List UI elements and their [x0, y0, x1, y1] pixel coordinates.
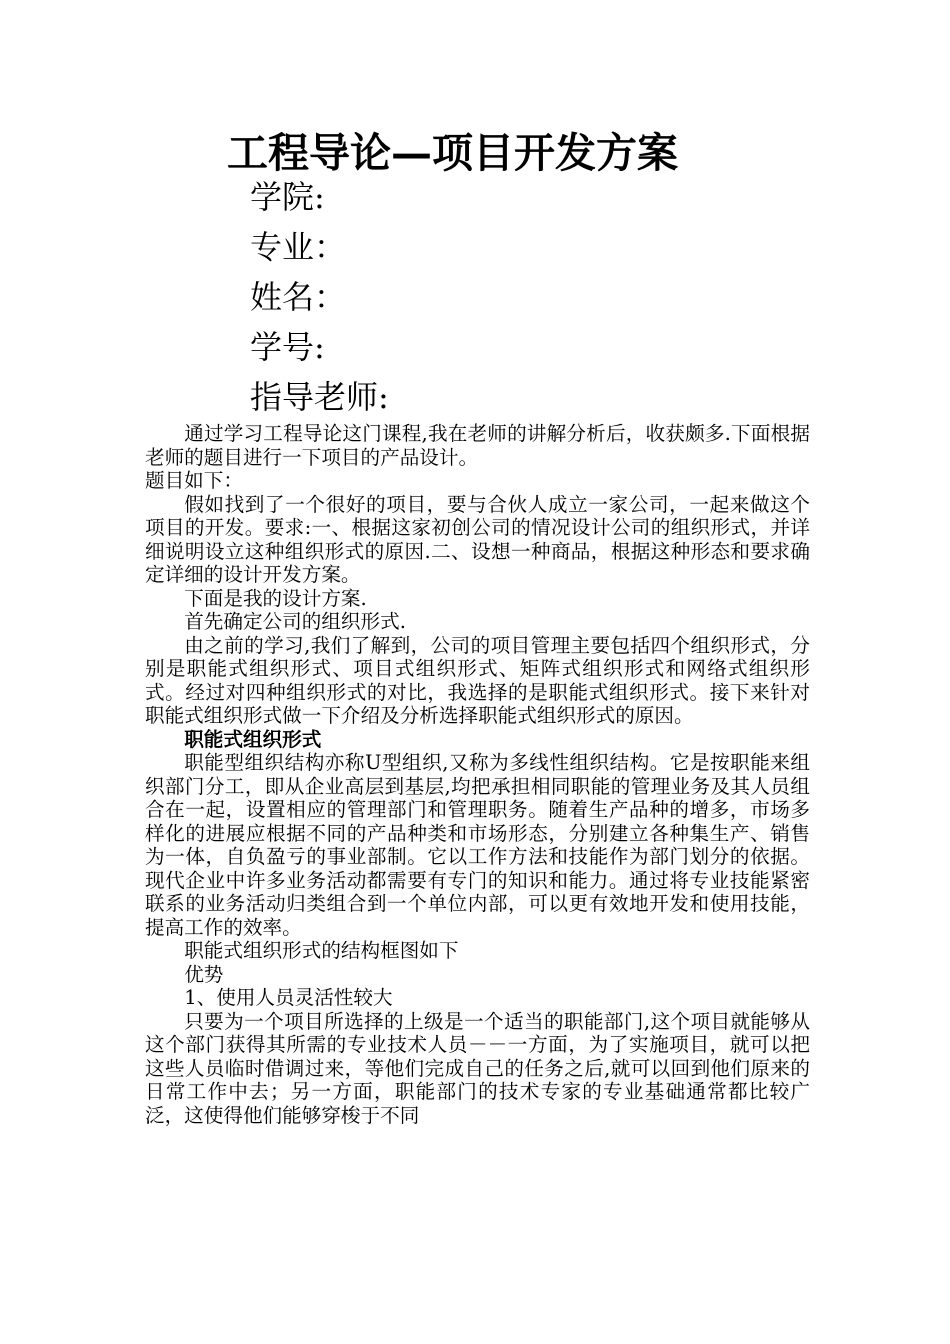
paragraph-diagram-caption: 职能式组织形式的结构框图如下 — [184, 939, 459, 962]
paragraph-topic-heading: 题目如下： — [145, 469, 243, 492]
major-label: 专业： — [250, 228, 347, 266]
paragraph-org-forms: 由之前的学习,我们了解到，公司的项目管理主要包括四个组织形式，分别是职能式组织形式、项目式组织形式、矩阵式组织形式和网络式组织形式。经过对四种组织形式的对比，我选择的是职能式组织形式。接下来针对职能式组织形式做一下介绍及分析选择职能式组织形式的原因。 — [145, 633, 810, 727]
name-label: 姓名： — [250, 278, 347, 316]
advisor-label: 指导老师: — [250, 378, 389, 416]
paragraph-topic: 假如找到了一个很好的项目，要与合伙人成立一家公司，一起来做这个项目的开发。要求:一、根据这家初创公司的情况设计公司的组织形式，并详细说明设立这种组织形式的原因.二、设想一种商品，根据这种形态和要求确定详细的设计开发方案。 — [145, 492, 810, 586]
document-body — [145, 422, 810, 1127]
paragraph-advantage-1-body: 只要为一个项目所选择的上级是一个适当的职能部门,这个项目就能够从这个部门获得其所需的专业技术人员－－一方面，为了实施项目，就可以把这些人员临时借调过来，等他们完成自己的任务之后,就可以回到他们原来的日常工作中去；另一方面，职能部门的技术专家的专业基础通常都比较广泛，这使得他们能够穿梭于不同 — [145, 1009, 810, 1127]
college-label: 学院: — [250, 178, 325, 216]
document-title: 工程导论—项目开发方案 — [227, 129, 678, 177]
paragraph-intro: 通过学习工程导论这门课程,我在老师的讲解分析后，收获颇多.下面根据老师的题目进行一下项目的产品设计。 — [145, 422, 810, 469]
paragraph-advantage-1-heading: 1、使用人员灵活性较大 — [184, 986, 393, 1009]
student-info-block — [250, 172, 650, 422]
paragraph-functional-desc: 职能型组织结构亦称U型组织,又称为多线性组织结构。它是按职能来组织部门分工，即从企业高层到基层,均把承担相同职能的管理业务及其人员组合在一起，设置相应的管理部门和管理职务。随着生产品种的增多，市场多样化的进展应根据不同的产品种类和市场形态，分别建立各种集生产、销售为一体，自负盈亏的事业部制。它以工作方法和技能作为部门划分的依据。现代企业中许多业务活动都需要有专门的知识和能力。通过将专业技能紧密联系的业务活动归类组合到一个单位内部，可以更有效地开发和使用技能，提高工作的效率。 — [145, 751, 810, 939]
paragraph-plan-intro: 下面是我的设计方案. — [184, 586, 367, 610]
paragraph-advantages: 优势 — [184, 962, 224, 986]
student-id-label: 学号: — [250, 328, 325, 366]
section-heading-functional: 职能式组织形式 — [184, 727, 322, 751]
paragraph-org-first: 首先确定公司的组织形式. — [184, 610, 406, 633]
